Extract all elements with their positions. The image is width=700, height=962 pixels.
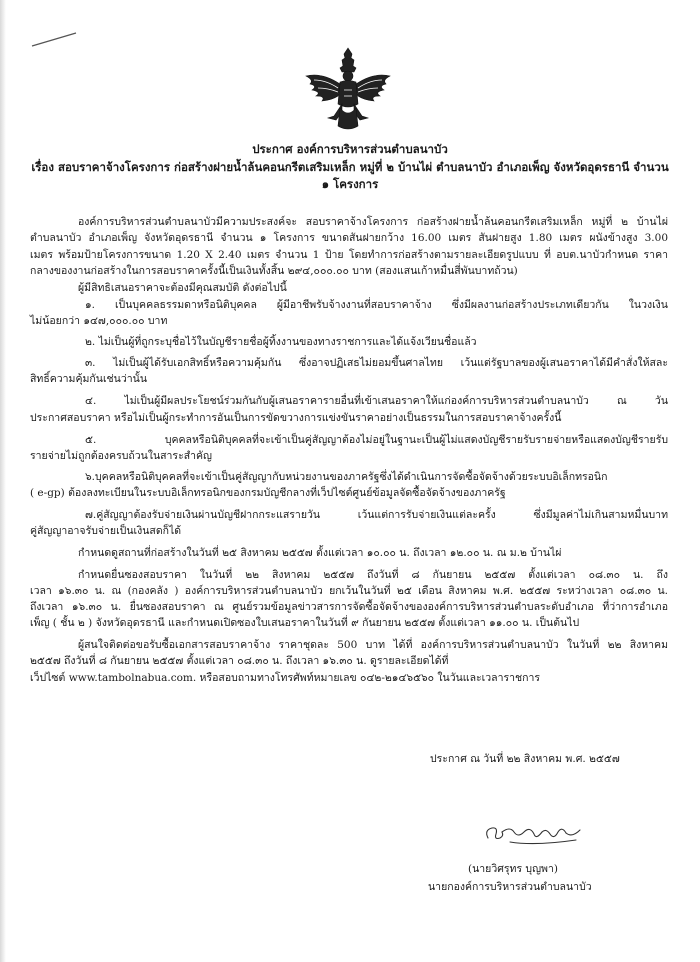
submission-line: ถึงเวลา ๑๖.๓๐ น. ยื่นซองสอบราคา ณ ศูนย์รวมข้อมูลข่าวสารการจัดซื้อจัดจ้างขององค์การบริหารส่วนตำบลระดับอำเภอ ที่ว่าการอำเภอ	[30, 601, 668, 613]
signer-position: นายกองค์การบริหารส่วนตำบลนาบัว	[428, 881, 592, 893]
scan-edge-shadow	[0, 0, 6, 962]
purchase-line: ๒๕๕๗ ถึงวันที่ ๘ กันยายน ๒๕๕๗ ตั้งแต่เวลา ๐๘.๓๐ น. ถึงเวลา ๑๖.๓๐ น. ดูรายละเอียดได้ที่	[30, 655, 449, 667]
intro-line: องค์การบริหารส่วนตำบลนาบัวมีความประสงค์จะ สอบราคาจ้างโครงการ ก่อสร้างฝายน้ำล้นคอนกรีตเสริมเหล็ก หมู่ที่ ๒ บ้านไผ่	[78, 216, 668, 228]
qualification-3: ๓. ไม่เป็นผู้ได้รับเอกสิทธิ์หรือความคุ้มกัน ซึ่งอาจปฏิเสธไม่ยอมขึ้นศาลไทย เว้นแต่รัฐบาลของผู้เสนอราคาได้มีคำสั่งให้สละ	[85, 357, 668, 369]
qualifications-heading: ผู้มีสิทธิเสนอราคาจะต้องมีคุณสมบัติ ดังต่อไปนี้	[78, 282, 287, 294]
submission-line: กำหนดยื่นซองสอบราคา ในวันที่ ๒๒ สิงหาคม ๒๕๕๗ ถึงวันที่ ๘ กันยายน ๒๕๕๗ ตั้งแต่เวลา ๐๘.๓๐ น. ถึง	[78, 569, 668, 581]
submission-line: เวลา ๑๖.๓๐ น. ณ (กองคลัง ) องค์การบริหารส่วนตำบลนาบัว ยกเว้นในวันที่ ๒๕ เดือน สิงหาคม พ.ศ. ๒๕๕๗ ระหว่างเวลา ๐๘.๓๐ น.	[30, 585, 668, 597]
qualification-6: ๖.บุคคลหรือนิติบุคคลที่จะเข้าเป็นคู่สัญญากับหน่วยงานของภาครัฐซึ่งได้ดำเนินการจัดซื้อจัดจ้างด้วยระบบอิเล็กทรอนิก	[85, 471, 608, 483]
qualification-1: ๑. เป็นบุคคลธรรมดาหรือนิติบุคคล ผู้มีอาชีพรับจ้างงานที่สอบราคาจ้าง ซึ่งมีผลงานก่อสร้างประเภทเดียวกัน ในวงเงิน	[85, 299, 668, 311]
announcement-subject-line2: ๑ โครงการ	[321, 177, 379, 191]
signature	[480, 818, 585, 850]
announce-date: ประกาศ ณ วันที่ ๒๒ สิงหาคม พ.ศ. ๒๕๕๗	[430, 753, 620, 765]
signer-name: (นายวิศรุทร บุญพา)	[468, 863, 558, 875]
qualification-6-cont: ( e-gp) ต้องลงทะเบียนในระบบอิเล็กทรอนิกของกรมบัญชีกลางที่เว็ปไซต์ศูนย์ข้อมูลจัดซื้อจัดจ้างของภาครัฐ	[30, 487, 506, 499]
qualification-5: ๕. บุคคลหรือนิติบุคคลที่จะเข้าเป็นคู่สัญญาต้องไม่อยู่ในฐานะเป็นผู้ไม่แสดงบัญชีรายรับรายจ่ายหรือแสดงบัญชีรายรับ	[85, 434, 668, 446]
announcement-agency: ประกาศ องค์การบริหารส่วนตำบลนาบัว	[252, 142, 448, 156]
qualification-1-cont: ไม่น้อยกว่า ๑๔๗,๐๐๐.๐๐ บาท	[30, 315, 168, 327]
qualification-4: ๔. ไม่เป็นผู้มีผลประโยชน์ร่วมกันกับผู้เสนอราคารายอื่นที่เข้าเสนอราคาให้แก่องค์การบริหารส่วนตำบลนาบัว ณ วัน	[85, 395, 668, 407]
intro-line: เมตร พร้อมป้ายโครงการขนาด 1.20 X 2.40 เมตร จำนวน 1 ป้าย โดยทำการก่อสร้างตามรายละเอียดรูปแบบ ที่ อบต.นาบัวกำหนด ราคา	[30, 249, 668, 261]
purchase-line: ผู้สนใจติดต่อขอรับซื้อเอกสารสอบราคาจ้าง ราคาชุดละ 500 บาท ได้ที่ องค์การบริหารส่วนตำบลนาบัว ในวันที่ ๒๒ สิงหาคม	[78, 639, 668, 651]
qualification-7: ๗.คู่สัญญาต้องรับจ่ายเงินผ่านบัญชีฝากกระแสรายวัน เว้นแต่การรับจ่ายเงินแต่ละครั้ง ซึ่งมีมูลค่าไม่เกินสามหมื่นบาท	[85, 509, 668, 521]
qualification-4-cont: ประกาศสอบราคา หรือไม่เป็นผู้กระทำการอันเป็นการขัดขวางการแข่งขันราคาอย่างเป็นธรรมในการสอบราคาจ้างครั้งนี้	[30, 412, 562, 424]
qualification-3-cont: สิทธิ์ความคุ้มกันเช่นว่านั้น	[30, 373, 147, 385]
site-visit-schedule: กำหนดดูสถานที่ก่อสร้างในวันที่ ๒๕ สิงหาคม ๒๕๕๗ ตั้งแต่เวลา ๑๐.๐๐ น. ถึงเวลา ๑๒.๐๐ น. ณ ม.๒ บ้านไผ่	[78, 547, 562, 559]
intro-line: ตำบลนาบัว อำเภอเพ็ญ จังหวัดอุดรธานี จำนวน ๑ โครงการ ขนาดสันฝายกว้าง 16.00 เมตร สันฝายสูง 1.80 เมตร ผนังข้างสูง 3.00	[30, 232, 668, 244]
qualification-2: ๒. ไม่เป็นผู้ที่ถูกระบุชื่อไว้ในบัญชีรายชื่อผู้ทิ้งงานของทางราชการและได้แจ้งเวียนชื่อแล้ว	[85, 336, 477, 348]
intro-line: กลางของงานก่อสร้างในการสอบราคาครั้งนี้เป็นเงินทั้งสิ้น ๒๙๔,๐๐๐.๐๐ บาท (สองแสนเก้าหมื่นสี่พันบาทถ้วน)	[30, 265, 518, 277]
qualification-7-cont: คู่สัญญาอาจรับจ่ายเป็นเงินสดก็ได้	[30, 525, 182, 537]
submission-line: เพ็ญ ( ชั้น ๒ ) จังหวัดอุดรธานี และกำหนดเปิดซองใบเสนอราคาในวันที่ ๙ กันยายน ๒๕๕๗ ตั้งแต่เวลา ๑๑.๐๐ น. เป็นต้นไป	[30, 617, 580, 629]
purchase-line: เว็ปไซต์ www.tambolnabua.com. หรือสอบถามทางโทรศัพท์หมายเลข ๐๔๒-๒๑๔๖๕๖๐ ในวันและเวลาราชการ	[30, 672, 541, 684]
qualification-5-cont: รายจ่ายไม่ถูกต้องครบถ้วนในสาระสำคัญ	[30, 450, 212, 462]
pen-mark	[30, 30, 78, 50]
garuda-emblem	[300, 46, 396, 134]
announcement-subject-line1: เรื่อง สอบราคาจ้างโครงการ ก่อสร้างฝายน้ำล้นคอนกรีตเสริมเหล็ก หมู่ที่ ๒ บ้านไผ่ ตำบลนาบัว อำเภอเพ็ญ จังหวัดอุดรธานี จำนวน	[31, 160, 669, 174]
